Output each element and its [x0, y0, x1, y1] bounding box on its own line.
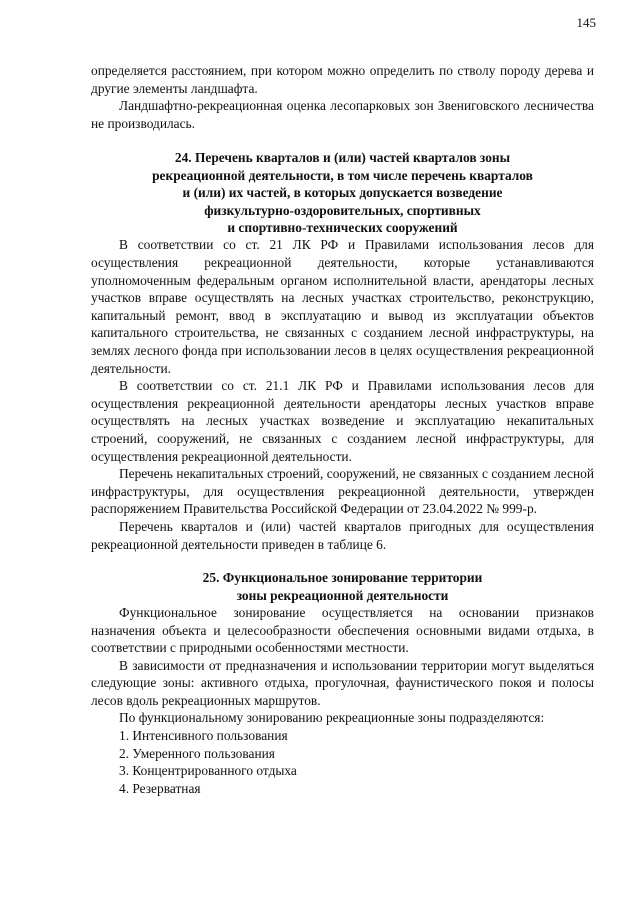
zone-list — [91, 727, 594, 797]
page-number: 145 — [576, 15, 596, 30]
section-24-paragraph: Перечень некапитальных строений, сооружений, не связанных с созданием лесной инфраструктуры, для осуществления рекреационной деятельности, утвержден распоряжением Правительства Российской Федерации от 23.04.2022 № 999-р. — [91, 466, 594, 517]
section-24-title-line: 24. Перечень кварталов и (или) частей кварталов зоны — [174, 150, 511, 166]
section-24-title-line: физкультурно-оздоровительных, спортивных — [204, 202, 481, 218]
list-item: 1. Интенсивного пользования — [119, 728, 288, 744]
spacer — [91, 553, 594, 569]
section-24-heading — [91, 149, 594, 236]
page-content — [91, 62, 594, 797]
section-25-heading — [91, 569, 594, 604]
section-24-paragraph: В соответствии со ст. 21.1 ЛК РФ и Правилами использования лесов для осуществления рекреационной деятельности арендаторы лесных участков вправе осуществлять на лесных участках возведение и эксплуатацию некапитальных строений, сооружений, не связанных с созданием лесной инфраструктуры, для осуществления рекреационной деятельности. — [91, 378, 594, 464]
list-item: 2. Умеренного пользования — [119, 745, 275, 761]
list-item: 4. Резерватная — [119, 780, 201, 796]
section-24-paragraph: Перечень кварталов и (или) частей кварталов пригодных для осуществления рекреационной деятельности приведен в таблице 6. — [91, 518, 594, 552]
section-24-paragraph: В соответствии со ст. 21 ЛК РФ и Правилами использования лесов для осуществления рекреационной деятельности, которые устанавливаются уполномоченным федеральным органом исполнительной власти, арендаторы лесных участков вправе осуществлять на лесных участках строительство, реконструкцию, капитальный ремонт, ввод в эксплуатацию и вывод из эксплуатации объектов капитального строительства, не связанных с созданием лесной инфраструктуры, на землях лесного фонда при использовании лесов в целях осуществления рекреационной деятельности. — [91, 237, 594, 376]
section-25-title-line: зоны рекреационной деятельности — [236, 587, 449, 603]
section-25-paragraph: В зависимости от предназначения и использовании территории могут выделяться следующие зоны: активного отдыха, прогулочная, фаунистического покоя и полосы лесов вдоль рекреационных маршрутов. — [91, 657, 594, 708]
section-25-paragraph: Функциональное зонирование осуществляется на основании признаков назначения объекта и целесообразности обеспечения основными видами отдыха, в соответствии с природными особенностями местности. — [91, 604, 594, 656]
section-24-title-line: и (или) их частей, в которых допускается возведение — [182, 185, 503, 201]
section-24-title-line: и спортивно-технических сооружений — [227, 220, 458, 235]
paragraph-landscape-assessment: Ландшафтно-рекреационная оценка лесопарковых зон Звениговского лесничества не производилась. — [91, 98, 594, 131]
section-25-paragraph: По функциональному зонированию рекреационные зоны подразделяются: — [119, 710, 545, 726]
spacer — [91, 132, 594, 149]
paragraph-continuation: определяется расстоянием, при котором можно определить по стволу породу дерева и другие элементы ландшафта. — [91, 63, 594, 96]
section-25-title-line: 25. Функциональное зонирование территории — [202, 570, 483, 586]
section-24-title-line: рекреационной деятельности, в том числе перечень кварталов — [152, 167, 533, 183]
list-item: 3. Концентрированного отдыха — [119, 763, 297, 779]
